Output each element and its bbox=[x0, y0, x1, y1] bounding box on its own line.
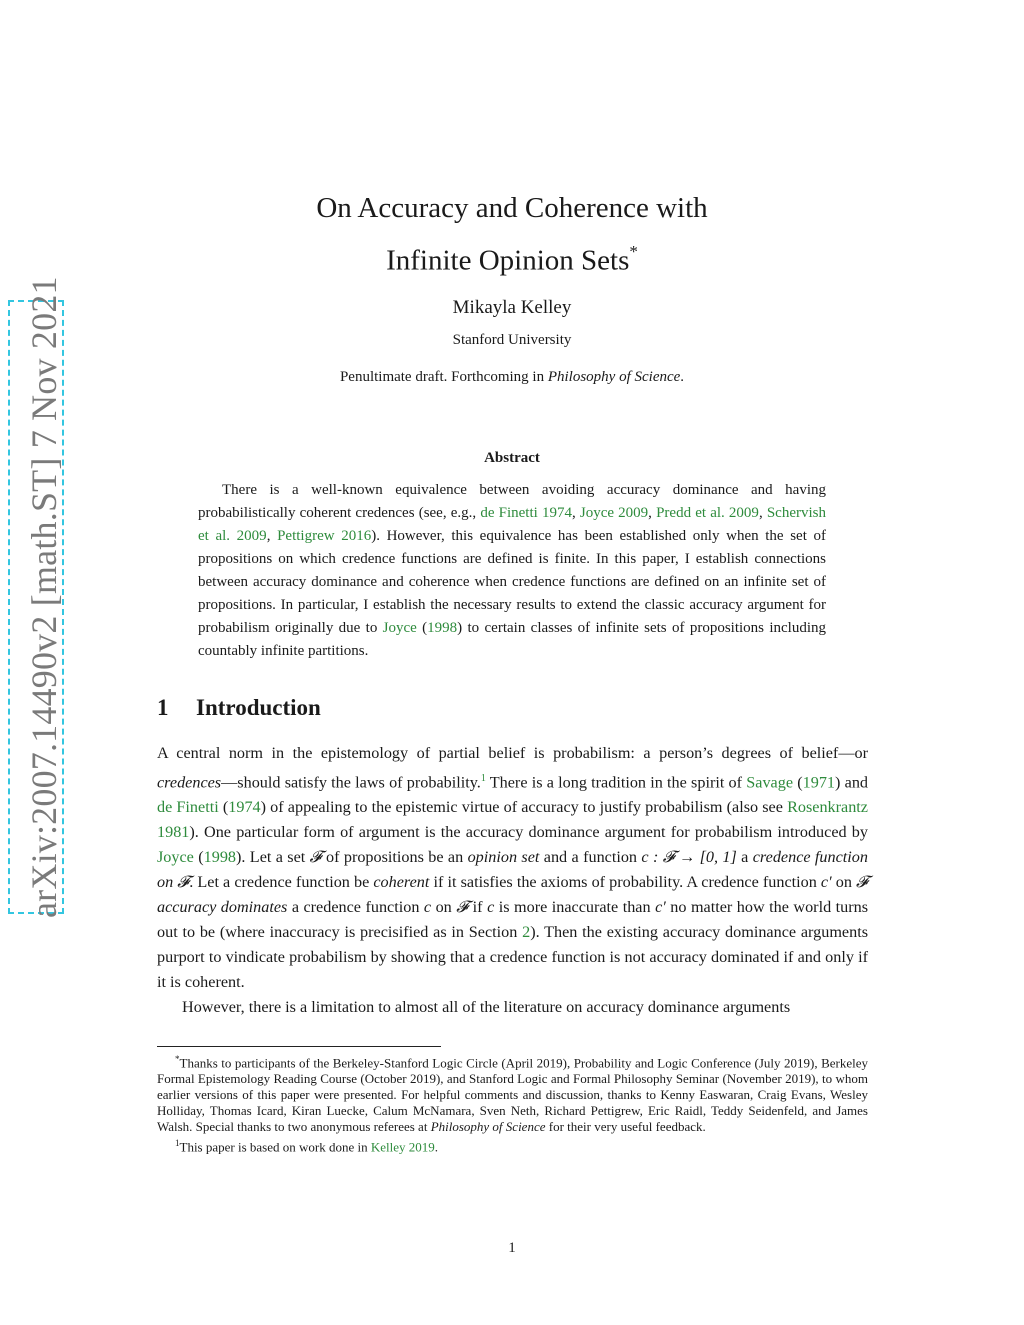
text-run: if it satisfies the axioms of probability. A credence function bbox=[429, 873, 821, 892]
footnote-star bbox=[157, 1051, 868, 1135]
abstract-body: There is a well-known equivalence between avoiding accuracy dominance and having probabilistically coherent credences (see, e.g., de Finetti 1974, Joyce 2009, Predd et al. 2009, Schervish et al. 2009, Pettigrew 2016). However, this equivalence has been established only when the set of propositions on which credence functions are defined is finite. In this paper, I establish connections between accuracy dominance and coherence when credence functions are defined on an infinite set of propositions. In particular, I establish the necessary results to extend the classic accuracy argument for probabilism originally due to Joyce (1998) to certain classes of infinite sets of propositions including countably infinite partitions. bbox=[198, 482, 827, 659]
text-run: and a function bbox=[539, 848, 642, 867]
abstract-heading: Abstract bbox=[484, 450, 540, 466]
arxiv-sidebar-stamp bbox=[8, 276, 68, 918]
paragraph: A central norm in the epistemology of partial belief is probabilism: a person’s degrees of belief—or credences—should satisfy the laws of probability.$^1$ There is a long tradition in the spirit of Savage (1971) and de Finetti (1974) of appealing to the epistemic virtue of accuracy to justify probabilism (also see Rosenkrantz 1981). One particular form of argument is the accuracy dominance argument for probabilism introduced by Joyce (1998). Let a set 𝓕 of propositions be an opinion set and a function c : 𝓕 → [0, 1] a credence function on 𝓕. Let a credence function be coherent if it satisfies the axioms of probability. A credence function c′ on 𝓕 accuracy dominates a credence function c on 𝓕 if c is more inaccurate than c′ no matter how the world turns out to be (where inaccuracy is precisified as in Section 2). Then the existing accuracy dominance arguments purport to vindicate probabilism by showing that a credence function is not accuracy dominated if and only if it is coherent. bbox=[157, 744, 869, 992]
emphasis: credences bbox=[157, 773, 222, 792]
abstract-text: There is a well-known equivalence between avoiding accuracy dominance and having probabilistically coherent credences (see, e.g., bbox=[198, 482, 826, 521]
footnote-1: $^1$This paper is based on work done in Kelley 2019. bbox=[175, 1138, 439, 1155]
text-run: . Let a set bbox=[241, 848, 310, 867]
footnote-1-mark[interactable]: 1 bbox=[480, 773, 486, 784]
section-link[interactable]: 2 bbox=[522, 923, 531, 942]
page-number: 1 bbox=[508, 1240, 516, 1256]
footnote-rule bbox=[157, 1046, 441, 1047]
abstract-text: to certain classes of infinite sets of propositions including countably infinite partitions. bbox=[198, 620, 826, 659]
text-run: a bbox=[736, 848, 753, 867]
math-symbol: c bbox=[423, 898, 432, 917]
math-symbol: 𝓕 bbox=[856, 873, 868, 892]
section-number: 1 bbox=[157, 695, 169, 720]
citation-year-link[interactable]: 1974 bbox=[228, 798, 261, 817]
math-symbol: 𝓕 bbox=[309, 848, 322, 867]
math-symbol: c bbox=[487, 898, 495, 917]
emphasis: accuracy dominates bbox=[157, 898, 288, 917]
emphasis: credence function on 𝓕 bbox=[157, 848, 868, 892]
text-run: ). Then the existing accuracy dominance arguments purport to vindicate probabilism by showing that a credence function is not accuracy dominated if and only if it is coherent. bbox=[157, 923, 868, 992]
citation-year-link[interactable]: 1998 bbox=[427, 620, 458, 636]
citation-link[interactable]: Joyce 2009 bbox=[579, 505, 649, 521]
section-title: Introduction bbox=[196, 695, 321, 720]
draft-period: . bbox=[680, 369, 685, 385]
arxiv-identifier[interactable]: arXiv:2007.14490v2 [math.ST] 7 Nov 2021 bbox=[24, 276, 64, 918]
abstract-text: ). However, this equivalence has been established only when the set of propositions on which credence functions are defined is finite. In this paper, I establish connections between accuracy dominance and coherence when credence functions are defined on an infinite set of propositions. In particular, I establish the necessary results to extend the classic accuracy argument for probabilism originally due to bbox=[198, 528, 826, 636]
footnote-text: This paper is based on work done in bbox=[179, 1139, 371, 1155]
text-run: . Let a credence function be bbox=[189, 873, 374, 892]
citation-link[interactable]: de Finetti bbox=[157, 798, 219, 817]
text-run: a credence function bbox=[287, 898, 424, 917]
draft-note bbox=[150, 369, 874, 386]
emphasis: coherent bbox=[373, 873, 430, 892]
body-text bbox=[157, 741, 868, 1020]
footnotes bbox=[157, 1051, 868, 1156]
title-footnote-mark[interactable]: * bbox=[629, 242, 638, 261]
title-line-1: On Accuracy and Coherence with bbox=[316, 192, 708, 224]
citation-link[interactable]: Schervish et al. 2009 bbox=[198, 505, 827, 544]
text-run: —should satisfy the laws of probability. bbox=[221, 773, 481, 792]
text-run: no matter how the world turns out to be (where inaccuracy is precisified as in Section bbox=[157, 898, 869, 942]
citation-link[interactable]: Rosenkrantz 1981 bbox=[157, 798, 868, 842]
footnote-mark: * bbox=[175, 1054, 180, 1064]
citation-link[interactable]: Pettigrew 2016 bbox=[277, 528, 372, 544]
citation-link[interactable]: Joyce bbox=[157, 848, 194, 867]
text-run: A central norm in the epistemology of partial belief is probabilism: a person’s degrees of belief—or bbox=[157, 744, 868, 762]
footnote-text: for their very useful feedback. bbox=[545, 1119, 706, 1135]
citation-link[interactable]: Kelley 2019 bbox=[370, 1139, 435, 1155]
text-run: of appealing to the epistemic virtue of accuracy to justify probabilism (also see bbox=[266, 798, 788, 817]
math-expression: c : 𝓕 → [0, 1] bbox=[641, 848, 737, 867]
citation-link[interactable]: Savage bbox=[746, 773, 794, 792]
text-run: is more inaccurate than bbox=[494, 898, 656, 917]
text-run: and bbox=[840, 773, 869, 792]
title-line-2: Infinite Opinion Sets bbox=[386, 244, 630, 277]
math-symbol: c′ bbox=[655, 898, 666, 917]
citation-link[interactable]: Joyce bbox=[382, 620, 417, 636]
math-symbol: 𝓕 bbox=[456, 898, 469, 917]
citation-year-link[interactable]: 1971 bbox=[802, 773, 836, 792]
paper-title bbox=[200, 186, 824, 284]
citation-year-link[interactable]: 1998 bbox=[203, 848, 236, 867]
text-run: There is a long tradition in the spirit of bbox=[485, 773, 747, 792]
math-symbol: c′ bbox=[820, 873, 832, 892]
footnote-text: Thanks to participants of the Berkeley-Stanford Logic Circle (April 2019), Probability and Logic Conference (July 2019), Berkeley Formal Epistemology Reading Course (October 2019), and Stanford Logic and Formal Philosophy Seminar (November 2019), to whom earlier versions of this paper were presented. For helpful comments and discussion, thanks to Kenny Easwaran, Craig Evans, Wesley Holliday, Thomas Icard, Kiran Luecke, Calum McNamara, Sven Neth, Richard Pettigrew, Eric Raidl, Teddy Seidenfeld, and James Walsh. Special thanks to two anonymous referees at bbox=[157, 1055, 868, 1135]
citation-link[interactable]: Predd et al. 2009 bbox=[656, 505, 759, 521]
text-run: if bbox=[468, 898, 488, 917]
footnote-journal: Philosophy of Science bbox=[430, 1119, 546, 1135]
text-run: ). One particular form of argument is the accuracy dominance argument for probabilism introduced by bbox=[189, 823, 868, 842]
draft-note-text: Penultimate draft. Forthcoming in bbox=[339, 369, 545, 385]
emphasis: opinion set bbox=[467, 848, 540, 867]
text-run: on bbox=[831, 873, 857, 892]
text-run: of propositions be an bbox=[321, 848, 468, 867]
footnote-mark: 1 bbox=[175, 1138, 180, 1149]
citation-link[interactable]: de Finetti 1974 bbox=[480, 505, 572, 521]
draft-journal: Philosophy of Science bbox=[547, 369, 681, 385]
author-name: Mikayla Kelley bbox=[452, 297, 572, 318]
paragraph: However, there is a limitation to almost all of the literature on accuracy dominance arguments bbox=[182, 998, 791, 1017]
section-heading bbox=[157, 695, 321, 721]
author-affiliation: Stanford University bbox=[452, 332, 572, 348]
